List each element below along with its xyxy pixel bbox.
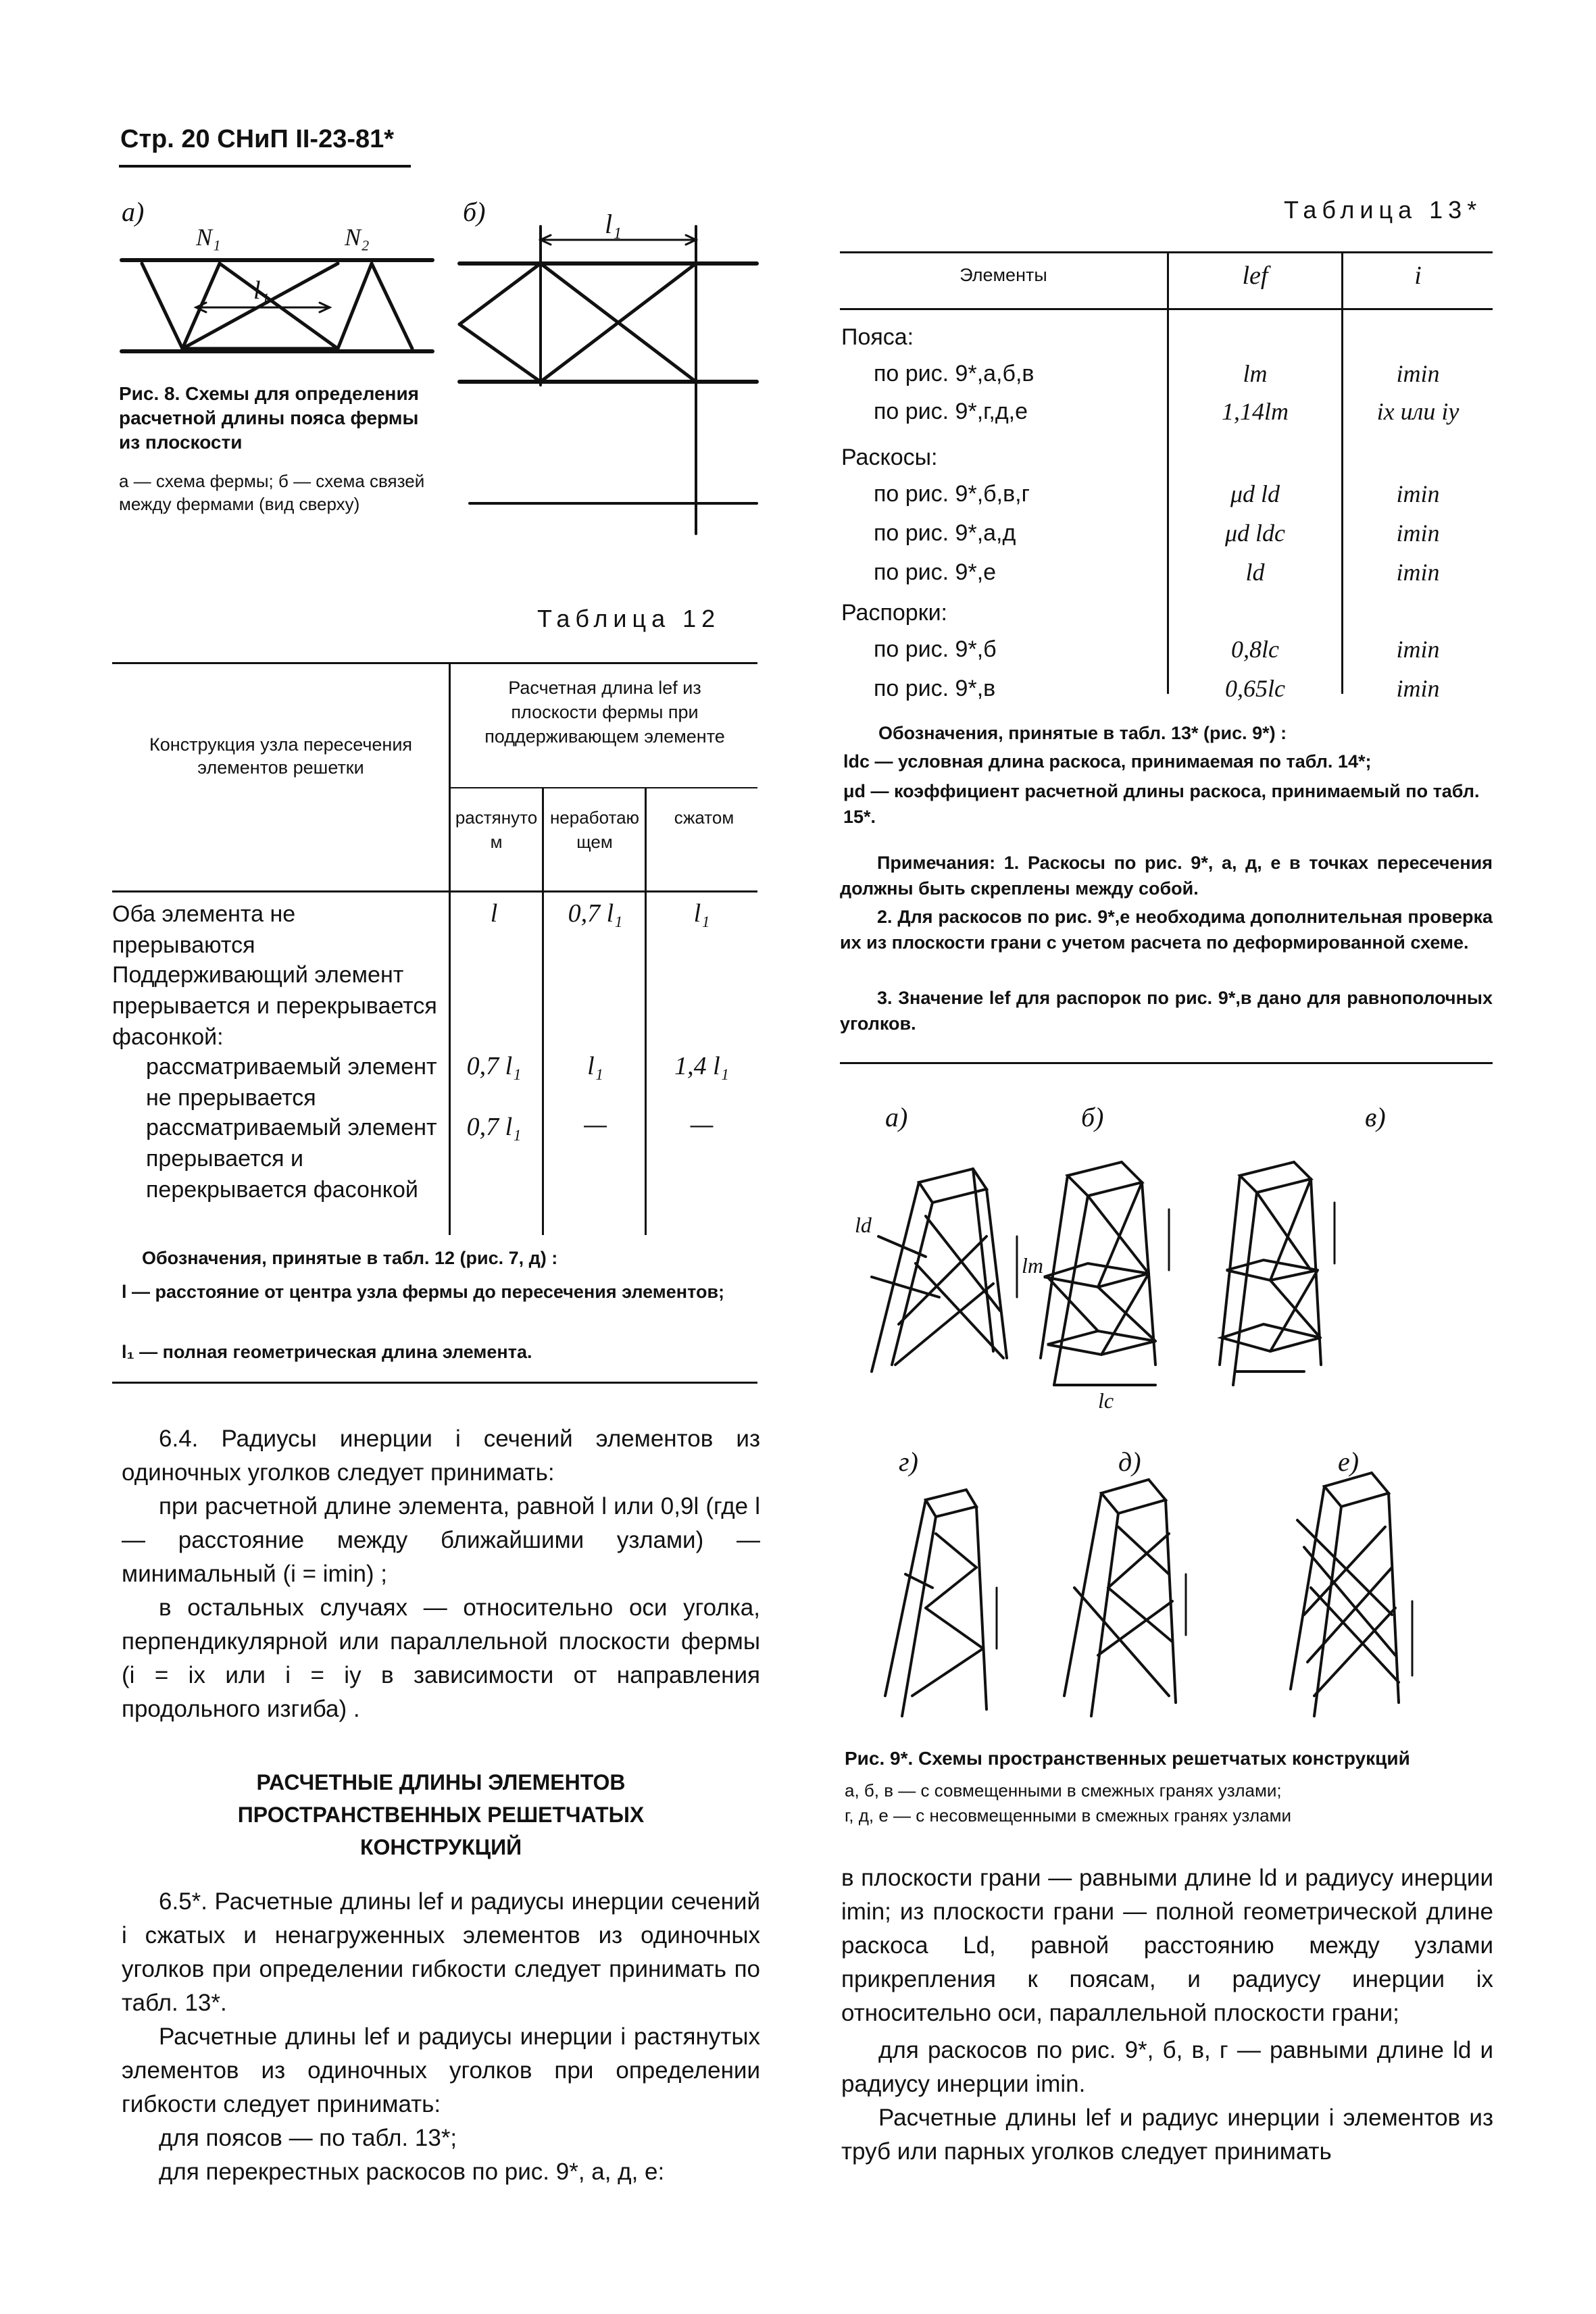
table13-col-i: i [1414, 261, 1422, 290]
table12-vrule-3 [645, 787, 647, 1235]
fig9-caption-title: Рис. 9*. Схемы пространственных решетчатых конструкций [845, 1748, 1410, 1769]
table13-group-name: Раскосы: [841, 445, 938, 470]
table12-row-c: 1,4 l₁ [674, 1052, 729, 1080]
table12-col-neutral: неработающем [549, 807, 640, 852]
table13-note-1: Примечания: 1. Раскосы по рис. 9*, а, д, е в точках пересечения должны быть скреплены между собой. [840, 853, 1493, 899]
fig9-lc-label: lc [1098, 1388, 1114, 1413]
header-rule [119, 165, 411, 168]
table13-row-i: imin [1396, 559, 1440, 586]
section-6-5-p1: 6.5*. Расчетные длины lef и радиусы инерции сечений i сжатых и ненагруженных элементов из одиночных уголков при определении гибкости следует принимать по табл. 13*. [122, 1888, 760, 2016]
table13-row-lef: 0,65lc [1225, 675, 1285, 702]
table13-row-lef: 1,14lm [1222, 398, 1289, 425]
table13-row-i: imin [1396, 636, 1440, 663]
table13-legend-title: Обозначения, принятые в табл. 13* (рис. 9*) : [878, 723, 1287, 743]
fig8-caption-title: Рис. 8. Схемы для определения расчетной длины пояса фермы из плоскости [119, 383, 420, 453]
table12-hrule-sub [449, 787, 757, 788]
table13-row-label: по рис. 9*,б,в,г [874, 481, 1030, 507]
table12-title: Таблица 12 [537, 605, 721, 632]
fig9-label-v: в) [1365, 1102, 1386, 1132]
table12-top-rule [112, 662, 757, 664]
table12-vrule-2 [542, 787, 544, 1235]
table13-row-i: imin [1396, 520, 1440, 547]
figure-9 [831, 1101, 1500, 1736]
table13-row-label: по рис. 9*,е [874, 559, 997, 585]
table13-top-rule [840, 251, 1493, 253]
table13-row-lef: ld [1245, 559, 1265, 586]
table12-legend-2: l₁ — полная геометрическая длина элемента. [122, 1342, 532, 1362]
section-6-5-p4: для перекрестных раскосов по рис. 9*, а, д, е: [159, 2159, 665, 2185]
section-heading-line2: ПРОСТРАНСТВЕННЫХ РЕШЕТЧАТЫХ [237, 1803, 645, 1827]
table13-legend-2: μd — коэффициент расчетной длины раскоса, принимаемый по табл. 15*. [843, 781, 1480, 827]
table13-row-i: ix или iy [1376, 398, 1460, 425]
table12-bottom-rule [112, 1382, 757, 1384]
table12-row-c: — [690, 1112, 714, 1138]
table12-row-c: l₁ [693, 899, 710, 928]
fig8-l1-a: l₁ [253, 276, 270, 305]
table12-row-label: рассматриваемый элемент прерывается и перекрывается фасонкой [146, 1115, 437, 1203]
table13-col-lef: lef [1242, 261, 1268, 290]
table13-legend-1: ldc — условная длина раскоса, принимаемая по табл. 14*; [843, 751, 1372, 772]
table12-col-tension: растянутом [455, 807, 538, 852]
table12-col-construction: Конструкция узла пересечения элементов решетки [149, 734, 413, 778]
table13-row-i: imin [1396, 675, 1440, 702]
fig9-ld-label: ld [855, 1213, 872, 1237]
section-heading-line1: РАСЧЕТНЫЕ ДЛИНЫ ЭЛЕМЕНТОВ [256, 1770, 626, 1794]
table13-row-lef: μd ldc [1224, 520, 1286, 547]
table13-note-3: 3. Значение lef для распорок по рис. 9*,в дано для равнополочных уголков. [840, 988, 1493, 1034]
fig9-caption-sub-1: а, б, в — с совмещенными в смежных гранях узлами; [845, 1780, 1282, 1801]
fig8-l1-b: l₁ [605, 209, 622, 239]
section-6-5-p3: для поясов — по табл. 13*; [159, 2125, 457, 2151]
right-bottom-p3: Расчетные длины lef и радиус инерции i элементов из труб или парных уголков следует принимать [841, 2105, 1493, 2165]
fig8-n2: N₂ [345, 224, 370, 251]
table13-row-label: по рис. 9*,г,д,е [874, 399, 1028, 424]
table12-row-b: — [584, 1112, 607, 1138]
fig9-label-e: е) [1338, 1447, 1360, 1477]
table13-row-lef: lm [1243, 360, 1268, 387]
table12-col-compressed: сжатом [674, 807, 734, 828]
table13-row-i: imin [1396, 480, 1440, 507]
table12-vrule-1 [449, 662, 451, 1235]
section-6-4-p3: в остальных случаях — относительно оси уголка, перпендикулярной или параллельной плоскости фермы (i = ix или i = iy в зависимости от направления продольного изгиба) . [122, 1594, 760, 1722]
table12-legend-1: l — расстояние от центра узла фермы до пересечения элементов; [122, 1282, 725, 1302]
section-heading [122, 1766, 760, 1863]
table13-title: Таблица 13* [1284, 196, 1482, 224]
figure-9-drawing [831, 1101, 1500, 1736]
table13-row-i: imin [1396, 360, 1440, 387]
fig8-label-a: а) [122, 197, 145, 227]
fig8-caption-sub: а — схема фермы; б — схема связей между фермами (вид сверху) [119, 471, 425, 514]
table12-row-a: 0,7 l₁ [466, 1052, 522, 1080]
table12-row-label: Поддерживающий элемент прерывается и перекрывается фасонкой: [112, 962, 437, 1050]
table12-row-b: 0,7 l₁ [568, 899, 623, 928]
table12-legend-title: Обозначения, принятые в табл. 12 (рис. 7, д) : [142, 1248, 558, 1268]
fig9-caption-sub-2: г, д, е — с несовмещенными в смежных гранях узлами [845, 1805, 1291, 1826]
section-6-4-p1: 6.4. Радиусы инерции i сечений элементов из одиночных уголков следует принимать: [122, 1426, 760, 1486]
table13-col-elements: Элементы [959, 265, 1047, 285]
fig9-label-d: д) [1118, 1447, 1141, 1477]
table13-group-name: Пояса: [841, 324, 914, 350]
table12-row-a: 0,7 l₁ [466, 1113, 522, 1141]
table13-bottom-rule [840, 1062, 1493, 1064]
right-bottom-p2: для раскосов по рис. 9*, б, в, г — равными длине ld и радиусу инерции imin. [841, 2037, 1493, 2097]
fig8-n1: N₁ [196, 224, 221, 251]
table13-head-rule [840, 308, 1493, 310]
fig9-label-a: а) [885, 1102, 908, 1132]
table13-row-label: по рис. 9*,а,д [874, 520, 1016, 546]
table13-row-label: по рис. 9*,а,б,в [874, 361, 1034, 386]
table13-group-name: Распорки: [841, 600, 948, 626]
table12-head-rule [112, 890, 757, 892]
table13-row-label: по рис. 9*,б [874, 636, 997, 662]
section-6-4-p2: при расчетной длине элемента, равной l или 0,9l (где l — расстояние между ближайшими узлами) — минимальный (i = imin) ; [122, 1493, 760, 1587]
fig9-label-b: б) [1081, 1102, 1104, 1132]
table13-vrule-1 [1167, 251, 1169, 694]
fig8-label-b: б) [463, 197, 486, 227]
table13-note-2: 2. Для раскосов по рис. 9*,е необходима дополнительная проверка их из плоскости грани с учетом расчета по деформированной схеме. [840, 907, 1493, 953]
table13-row-label: по рис. 9*,в [874, 676, 996, 701]
table13-row-lef: μd ld [1230, 480, 1280, 507]
section-6-5-p2: Расчетные длины lef и радиусы инерции i растянутых элементов из одиночных уголков при определении гибкости следует принимать: [122, 2023, 760, 2117]
page-header: Стр. 20 СНиП II-23-81* [120, 125, 395, 153]
fig9-label-g: г) [899, 1447, 918, 1477]
table12-row-b: l₁ [587, 1052, 603, 1080]
table12-row-label: Оба элемента не прерываются [112, 901, 296, 958]
section-heading-line3: КОНСТРУКЦИЙ [359, 1835, 522, 1859]
table12-col-group: Расчетная длина lef из плоскости фермы при поддерживающем элементе [484, 678, 725, 747]
right-bottom-p1: в плоскости грани — равными длине ld и радиусу инерции imin; из плоскости грани — полной геометрической длине раскоса Ld, равной расстоянию между узлами прикрепления к поясам, и радиусу инерции ix относительно оси, параллельной плоскости грани; [841, 1865, 1493, 2026]
table13-row-lef: 0,8lc [1231, 636, 1279, 663]
table12-row-a: l [490, 899, 498, 928]
fig9-lm-label: lm [1022, 1253, 1043, 1278]
table12-row-label: рассматриваемый элемент не прерывается [146, 1054, 437, 1111]
table13-vrule-2 [1341, 251, 1343, 694]
